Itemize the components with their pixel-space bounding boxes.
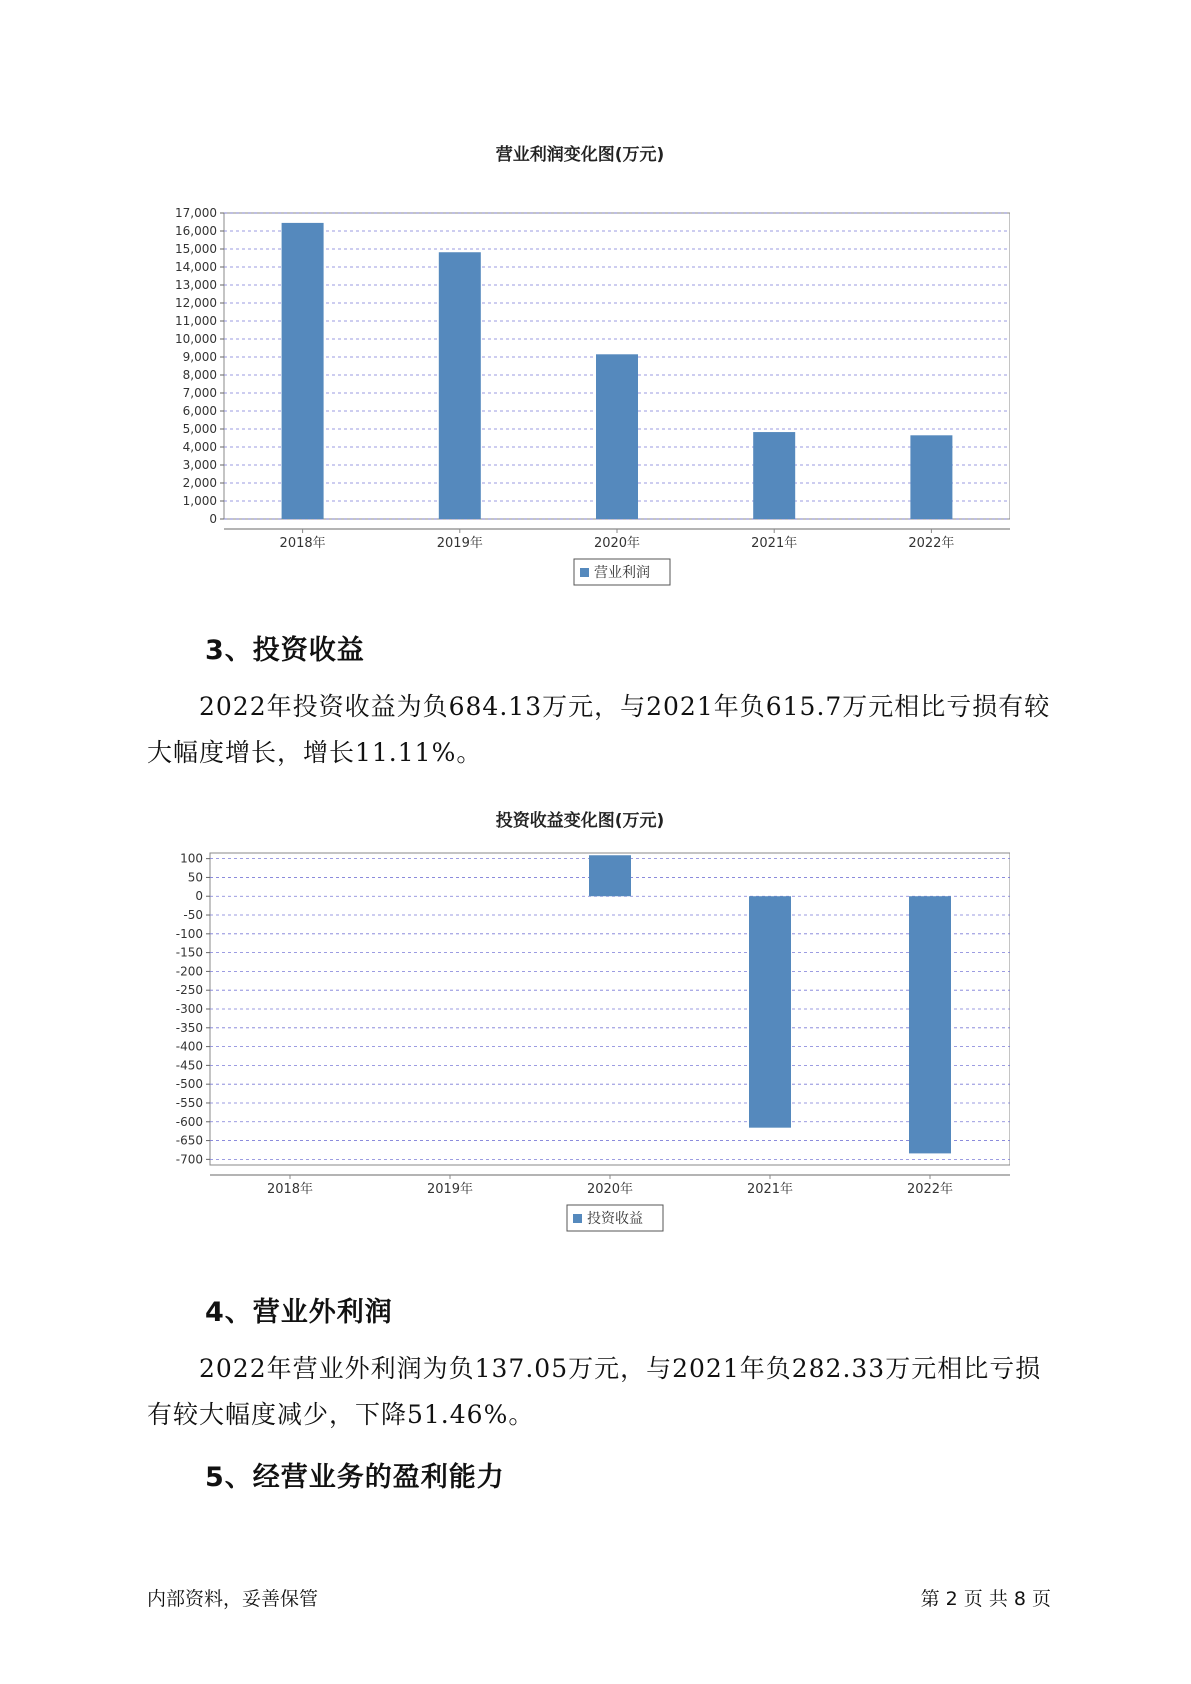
section-heading-3: 3、投资收益 [205, 635, 365, 666]
y-tick-label: 17,000 [175, 206, 217, 220]
x-tick-label: 2020年 [593, 536, 641, 551]
y-tick-label: 0 [195, 889, 203, 904]
y-tick-label: 9,000 [182, 350, 217, 364]
legend-label: 营业利润 [594, 565, 650, 581]
y-tick-label: 14,000 [175, 260, 217, 274]
y-tick-label: 13,000 [175, 278, 217, 292]
bar [753, 432, 795, 519]
y-tick-label: -650 [175, 1133, 203, 1148]
legend-label: 投资收益 [587, 1211, 643, 1227]
x-tick-label: 2022年 [908, 536, 955, 551]
y-tick-label: 3,000 [182, 458, 217, 472]
bar [282, 223, 324, 519]
y-tick-label: 4,000 [182, 440, 217, 454]
section-paragraph-3: 2022年投资收益为负684.13万元，与2021年负615.7万元相比亏损有较大幅度增长，增长11.11%。 [147, 692, 1051, 767]
bar [910, 435, 952, 519]
x-tick-label: 2021年 [746, 1182, 794, 1197]
x-tick-label: 2018年 [279, 536, 326, 551]
y-tick-label: -200 [175, 964, 203, 979]
y-tick-label: -300 [175, 1002, 203, 1016]
x-tick-label: 2021年 [751, 536, 798, 551]
y-tick-label: -250 [175, 983, 203, 998]
y-tick-label: 100 [180, 851, 203, 866]
y-tick-label: -550 [175, 1095, 203, 1110]
chart-svg [150, 173, 1010, 593]
y-tick-label: 2,000 [182, 476, 217, 490]
legend-swatch [573, 1214, 582, 1223]
y-tick-label: -400 [175, 1039, 203, 1054]
chart-title: 营业利润变化图(万元) [495, 145, 665, 165]
section-paragraph-4: 2022年营业外利润为负137.05万元，与2021年负282.33万元相比亏损有较大幅度减少，下降51.46%。 [147, 1354, 1042, 1429]
x-tick-label: 2018年 [266, 1182, 314, 1197]
section-heading-5: 5、经营业务的盈利能力 [205, 1462, 505, 1493]
x-tick-label: 2019年 [436, 536, 483, 551]
investment-income-chart [150, 806, 1010, 1277]
y-tick-label: 1,000 [182, 494, 217, 508]
chart-svg [150, 839, 1010, 1277]
chart-title: 投资收益变化图(万元) [495, 811, 665, 831]
y-tick-label: -700 [175, 1152, 203, 1167]
x-tick-label: 2022年 [906, 1182, 954, 1197]
y-tick-label: 11,000 [175, 314, 217, 328]
y-tick-label: -500 [175, 1077, 203, 1092]
y-tick-label: 12,000 [175, 296, 217, 310]
section-heading-4: 4、营业外利润 [205, 1297, 393, 1328]
y-tick-label: 50 [187, 870, 203, 885]
y-tick-label: 7,000 [182, 386, 217, 400]
y-tick-label: -100 [175, 926, 203, 941]
y-tick-label: 5,000 [182, 422, 217, 436]
bar [596, 354, 638, 519]
x-tick-label: 2020年 [586, 1182, 634, 1197]
y-tick-label: -450 [175, 1058, 203, 1073]
legend-swatch [580, 568, 589, 577]
y-tick-label: -50 [183, 908, 203, 923]
y-tick-label: -350 [175, 1020, 203, 1035]
bar [589, 855, 631, 896]
footer-confidential-note: 内部资料，妥善保管 [147, 1588, 319, 1610]
y-tick-label: 15,000 [175, 242, 217, 256]
footer-page-number: 第 2 页 共 8 页 [920, 1588, 1051, 1610]
bar [749, 896, 791, 1127]
x-tick-label: 2019年 [426, 1182, 474, 1197]
y-tick-label: 6,000 [182, 404, 217, 418]
y-tick-label: 0 [209, 512, 217, 526]
y-tick-label: 8,000 [182, 368, 217, 382]
bar [439, 252, 481, 519]
y-tick-label: 16,000 [175, 224, 217, 238]
bar [909, 896, 951, 1153]
y-tick-label: -600 [175, 1114, 203, 1129]
y-tick-label: 10,000 [175, 332, 217, 346]
operating-profit-chart [150, 140, 1010, 593]
y-tick-label: -150 [175, 945, 203, 960]
